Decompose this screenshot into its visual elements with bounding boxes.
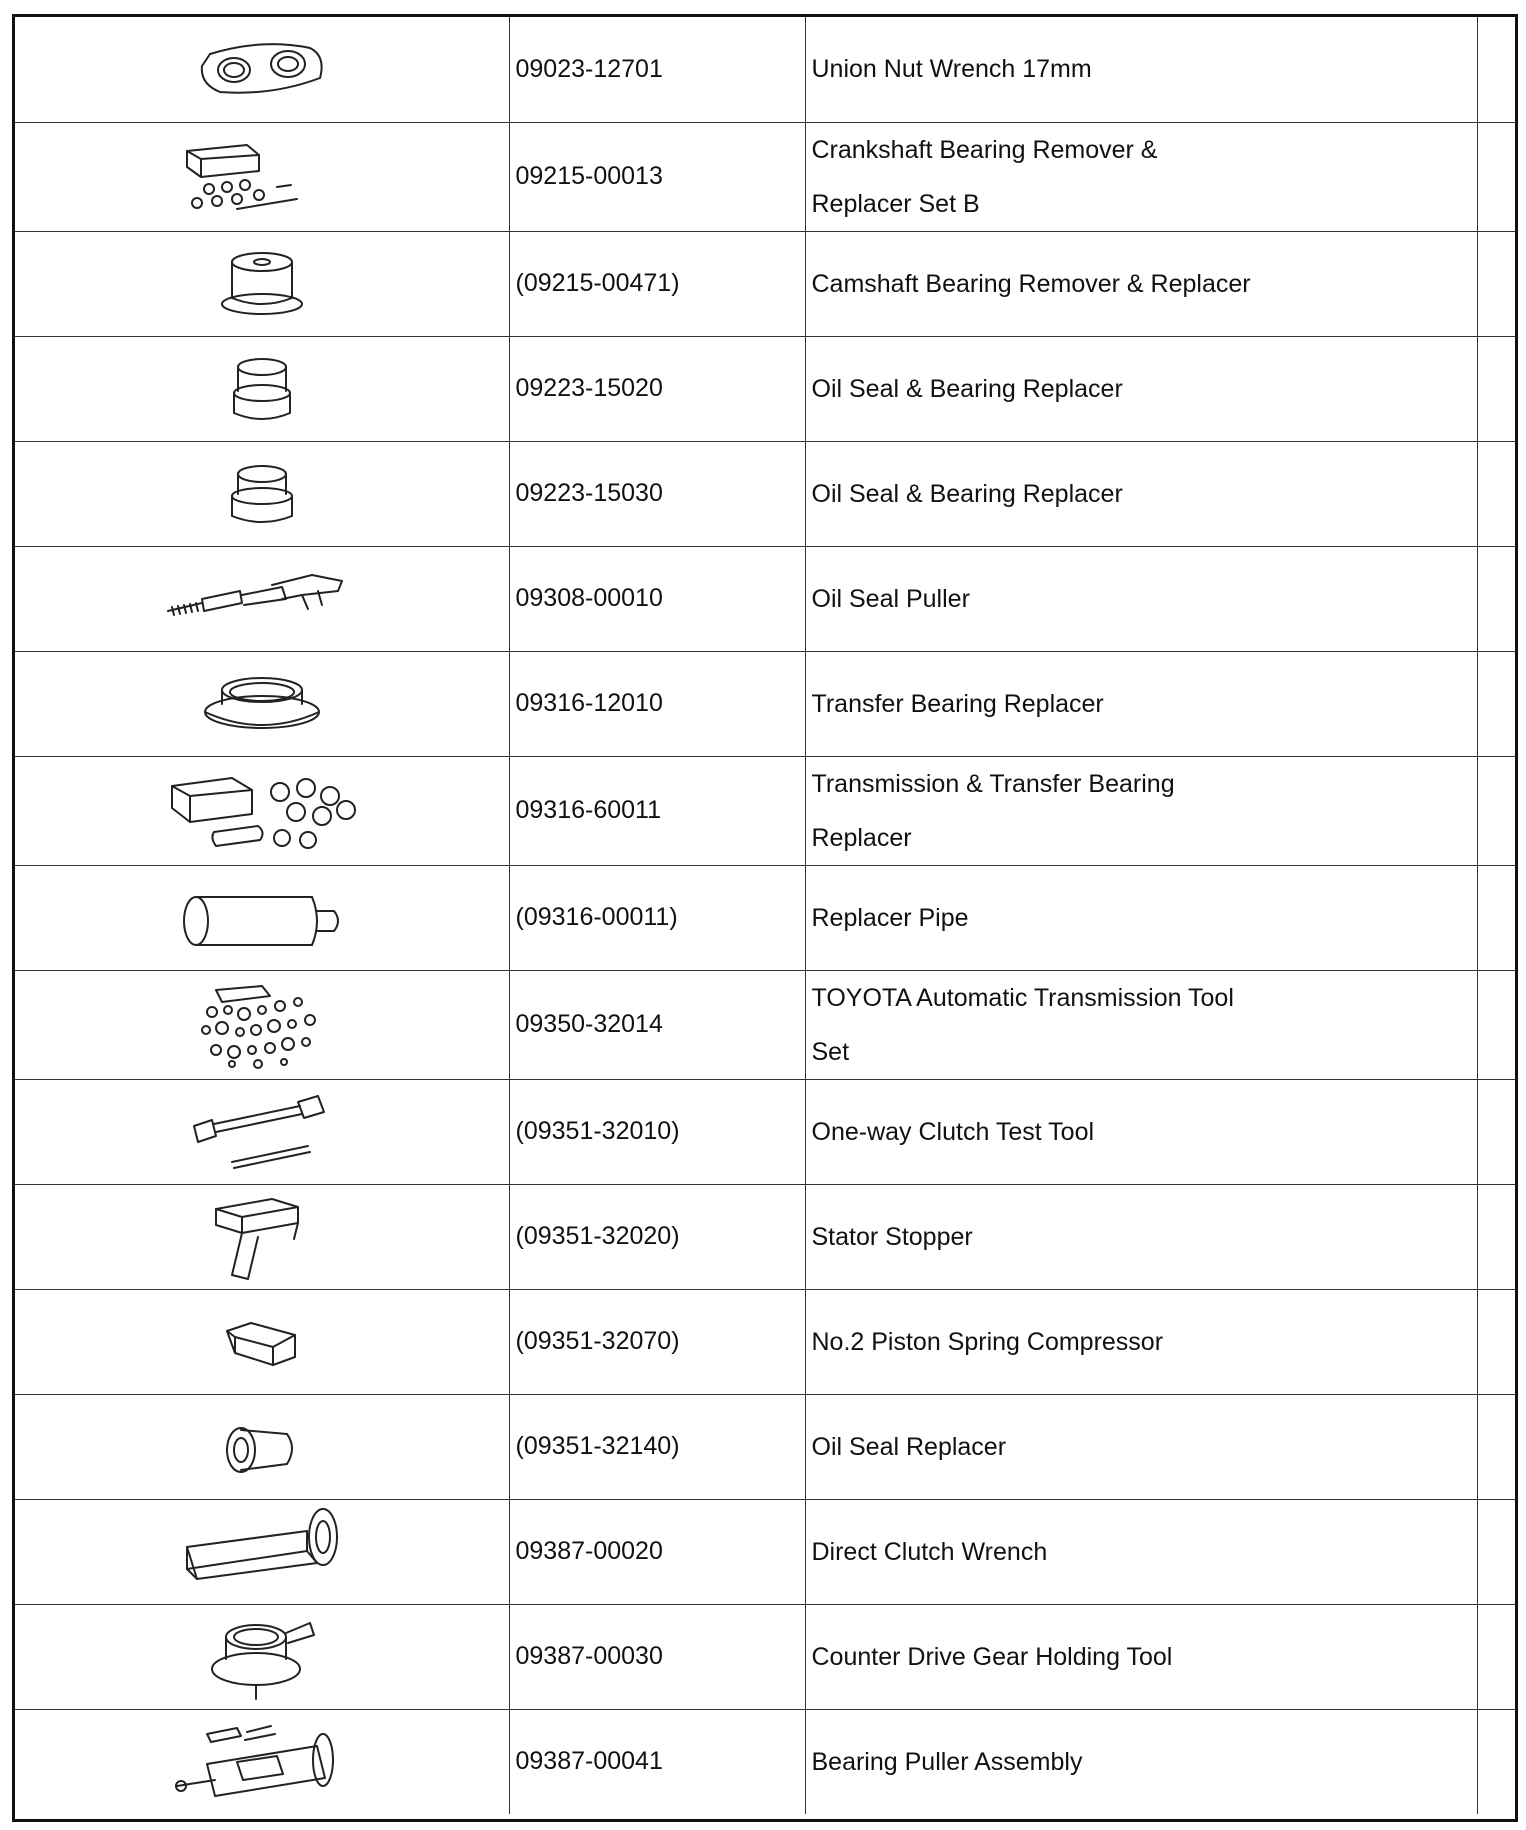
blank-cell [1477, 1289, 1515, 1394]
table-row [15, 17, 1515, 122]
table-row [15, 1184, 1515, 1289]
tool-name: Union Nut Wrench 17mm [805, 17, 1477, 122]
part-number: 09023-12701 [509, 17, 805, 122]
table-row [15, 1079, 1515, 1184]
tool-name: Camshaft Bearing Remover & Replacer [805, 231, 1477, 336]
part-number: 09350-32014 [509, 970, 805, 1079]
tool-illustration-cell [15, 1184, 509, 1289]
tool-name: Oil Seal & Bearing Replacer [805, 336, 1477, 441]
tool-illustration-cell [15, 122, 509, 231]
part-number: (09351-32070) [509, 1289, 805, 1394]
tool-illustration-cell [15, 1709, 509, 1814]
table-row [15, 122, 1515, 231]
part-number: 09223-15030 [509, 441, 805, 546]
blank-cell [1477, 1394, 1515, 1499]
blank-cell [1477, 1499, 1515, 1604]
part-number: (09316-00011) [509, 865, 805, 970]
table-row [15, 231, 1515, 336]
blank-cell [1477, 441, 1515, 546]
tool-illustration-cell [15, 865, 509, 970]
part-number: 09387-00041 [509, 1709, 805, 1814]
blank-cell [1477, 1604, 1515, 1709]
table-row [15, 1289, 1515, 1394]
table-row [15, 651, 1515, 756]
blank-cell [1477, 336, 1515, 441]
blank-cell [1477, 651, 1515, 756]
tool-illustration-cell [15, 546, 509, 651]
blank-cell [1477, 231, 1515, 336]
tool-name: Crankshaft Bearing Remover & Replacer Set B [805, 122, 1477, 231]
tool-illustration-cell [15, 336, 509, 441]
tool-name: Transmission & Transfer Bearing Replacer [805, 756, 1477, 865]
tool-set-icon [192, 980, 332, 1070]
ring-replacer-icon [197, 664, 327, 744]
blank-cell [1477, 865, 1515, 970]
tool-name: Oil Seal & Bearing Replacer [805, 441, 1477, 546]
tool-name: Direct Clutch Wrench [805, 1499, 1477, 1604]
part-number: 09387-00030 [509, 1604, 805, 1709]
tool-illustration-cell [15, 1499, 509, 1604]
tool-name: Counter Drive Gear Holding Tool [805, 1604, 1477, 1709]
tool-name: Oil Seal Replacer [805, 1394, 1477, 1499]
tool-name: TOYOTA Automatic Transmission Tool Set [805, 970, 1477, 1079]
part-number: 09215-00013 [509, 122, 805, 231]
table-row [15, 865, 1515, 970]
tool-name: One-way Clutch Test Tool [805, 1079, 1477, 1184]
spring-compressor-icon [217, 1307, 307, 1377]
tool-illustration-cell [15, 17, 509, 122]
blank-cell [1477, 756, 1515, 865]
tool-name: Oil Seal Puller [805, 546, 1477, 651]
tool-illustration-cell [15, 441, 509, 546]
table-row [15, 1604, 1515, 1709]
cup-replacer-icon [207, 244, 317, 324]
gear-holder-icon [202, 1609, 322, 1705]
tool-illustration-cell [15, 1604, 509, 1709]
blank-cell [1477, 122, 1515, 231]
part-number: (09351-32010) [509, 1079, 805, 1184]
tool-name: Transfer Bearing Replacer [805, 651, 1477, 756]
table-row [15, 756, 1515, 865]
bearing-puller-icon [167, 1714, 357, 1810]
blank-cell [1477, 546, 1515, 651]
table-row [15, 1394, 1515, 1499]
table-row [15, 441, 1515, 546]
blank-cell [1477, 17, 1515, 122]
tool-illustration-cell [15, 651, 509, 756]
cylinder-replacer-icon [222, 349, 302, 429]
blank-cell [1477, 1709, 1515, 1814]
part-number: (09215-00471) [509, 231, 805, 336]
cylinder-replacer-icon [222, 454, 302, 534]
bearing-set-icon [167, 137, 357, 217]
tool-name: Stator Stopper [805, 1184, 1477, 1289]
part-number: 09223-15020 [509, 336, 805, 441]
bearing-kit-icon [162, 766, 362, 856]
union-nut-wrench-icon [192, 34, 332, 104]
part-number: 09308-00010 [509, 546, 805, 651]
table-row [15, 1499, 1515, 1604]
table-row [15, 546, 1515, 651]
tool-illustration-cell [15, 1289, 509, 1394]
part-number: 09387-00020 [509, 1499, 805, 1604]
special-tools-table [12, 14, 1518, 1822]
part-number: 09316-60011 [509, 756, 805, 865]
stator-stopper-icon [202, 1189, 322, 1285]
tool-illustration-cell [15, 970, 509, 1079]
seal-replacer-icon [217, 1412, 307, 1482]
tool-illustration-cell [15, 231, 509, 336]
tool-illustration-cell [15, 1079, 509, 1184]
seal-puller-icon [162, 569, 362, 629]
tool-illustration-cell [15, 1394, 509, 1499]
blank-cell [1477, 970, 1515, 1079]
tool-illustration-cell [15, 756, 509, 865]
clutch-test-tool-icon [182, 1092, 342, 1172]
part-number: (09351-32020) [509, 1184, 805, 1289]
table-row [15, 970, 1515, 1079]
tool-name: Replacer Pipe [805, 865, 1477, 970]
blank-cell [1477, 1184, 1515, 1289]
part-number: 09316-12010 [509, 651, 805, 756]
pipe-icon [172, 883, 352, 953]
blank-cell [1477, 1079, 1515, 1184]
tools-table [15, 17, 1515, 1814]
tool-name: Bearing Puller Assembly [805, 1709, 1477, 1814]
part-number: (09351-32140) [509, 1394, 805, 1499]
table-row [15, 1709, 1515, 1814]
tool-name: No.2 Piston Spring Compressor [805, 1289, 1477, 1394]
table-row [15, 336, 1515, 441]
clutch-wrench-icon [177, 1507, 347, 1597]
